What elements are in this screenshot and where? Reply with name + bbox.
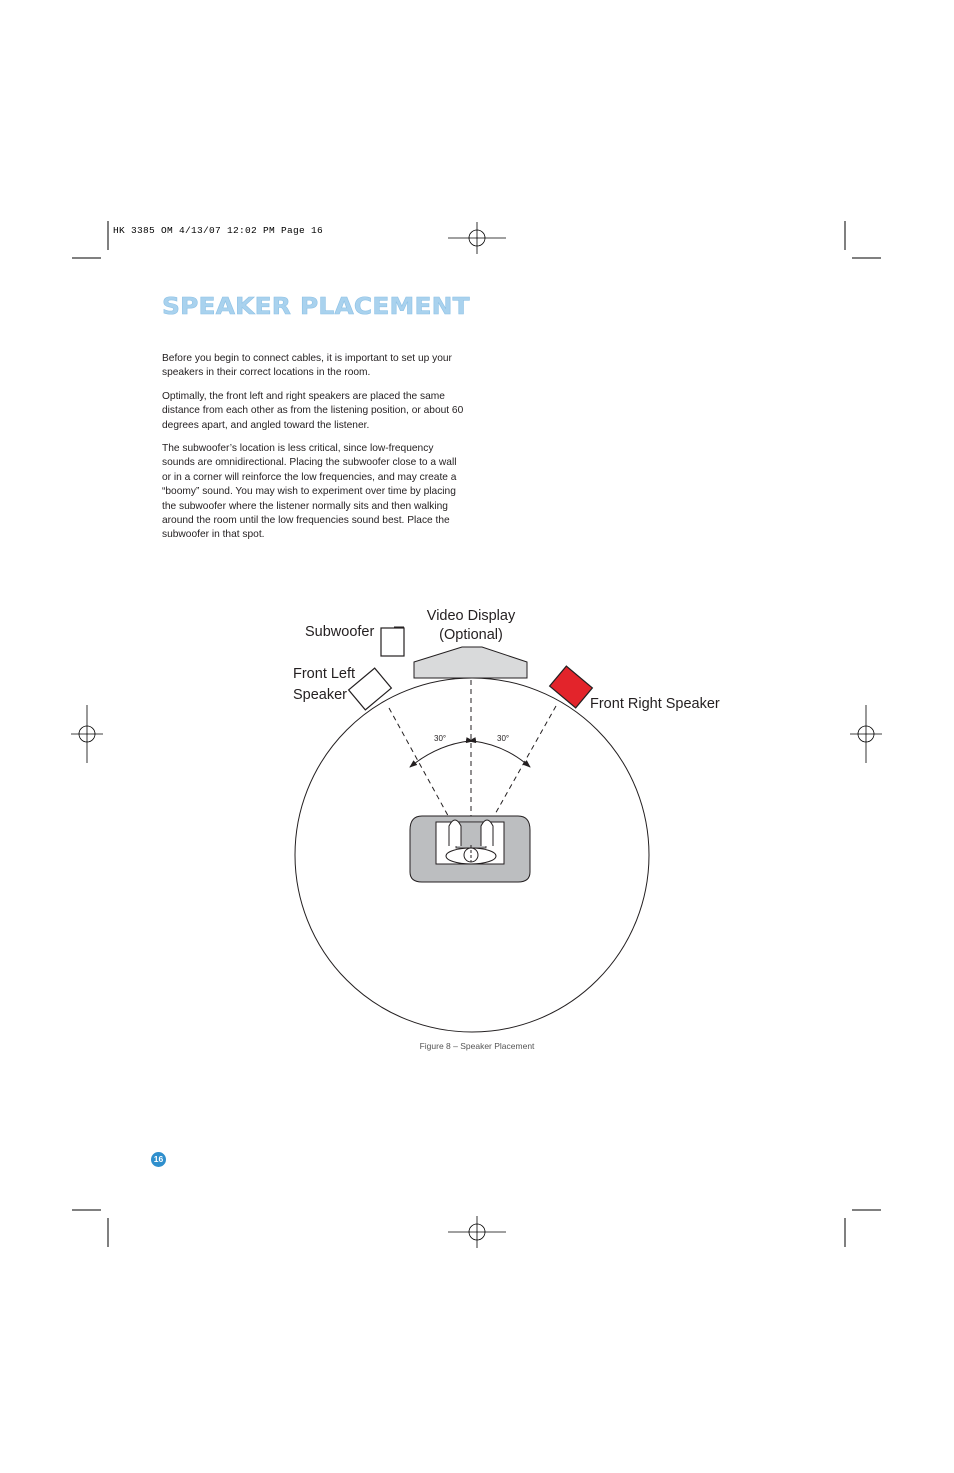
angle-right-label: 30° [497,734,510,743]
right-sightline [485,706,556,832]
left-angle-arc [410,741,469,767]
angle-left-label: 30° [434,734,447,743]
video-display [414,647,527,678]
paragraph-intro: Before you begin to connect cables, it is important to set up your speakers in their correct locations in the room. [162,353,452,379]
left-sightline [389,708,457,832]
listener-sofa [410,816,530,882]
page-title: SPEAKER PLACEMENT [162,294,470,320]
right-angle-arc [473,741,530,767]
front-left-speaker-label: Speaker [293,687,348,703]
video-display-label: Video Display [426,608,516,624]
front-right-speaker [550,666,593,708]
subwoofer-box [381,628,404,656]
page-number-badge: 16 [151,1152,166,1167]
video-display-optional-label: (Optional) [439,627,503,643]
front-right-label: Front Right Speaker [590,696,720,712]
front-left-label: Front Left [293,666,356,682]
paragraph-subwoofer: The subwoofer’s location is less critical, since low-frequency sounds are omnidirectional. Placing the subwoofer close to a wall or in a corner will reinforce the low frequencies, and may create a “boomy” sound. You may wish to experiment over time by placing the subwoofer where the listener normally sits and then walking around the room until the low frequencies sound best. Place the subwoofer in that spot. [162,443,457,541]
subwoofer-label: Subwoofer [305,624,375,640]
printer-slug: HK 3385 OM 4/13/07 12:02 PM Page 16 [113,225,324,236]
figure-caption: Figure 8 – Speaker Placement [419,1041,535,1051]
paragraph-front-speakers: Optimally, the front left and right speakers are placed the same distance from each other as from the listening position, or about 60 degrees apart, and angled toward the listener. [162,391,464,431]
